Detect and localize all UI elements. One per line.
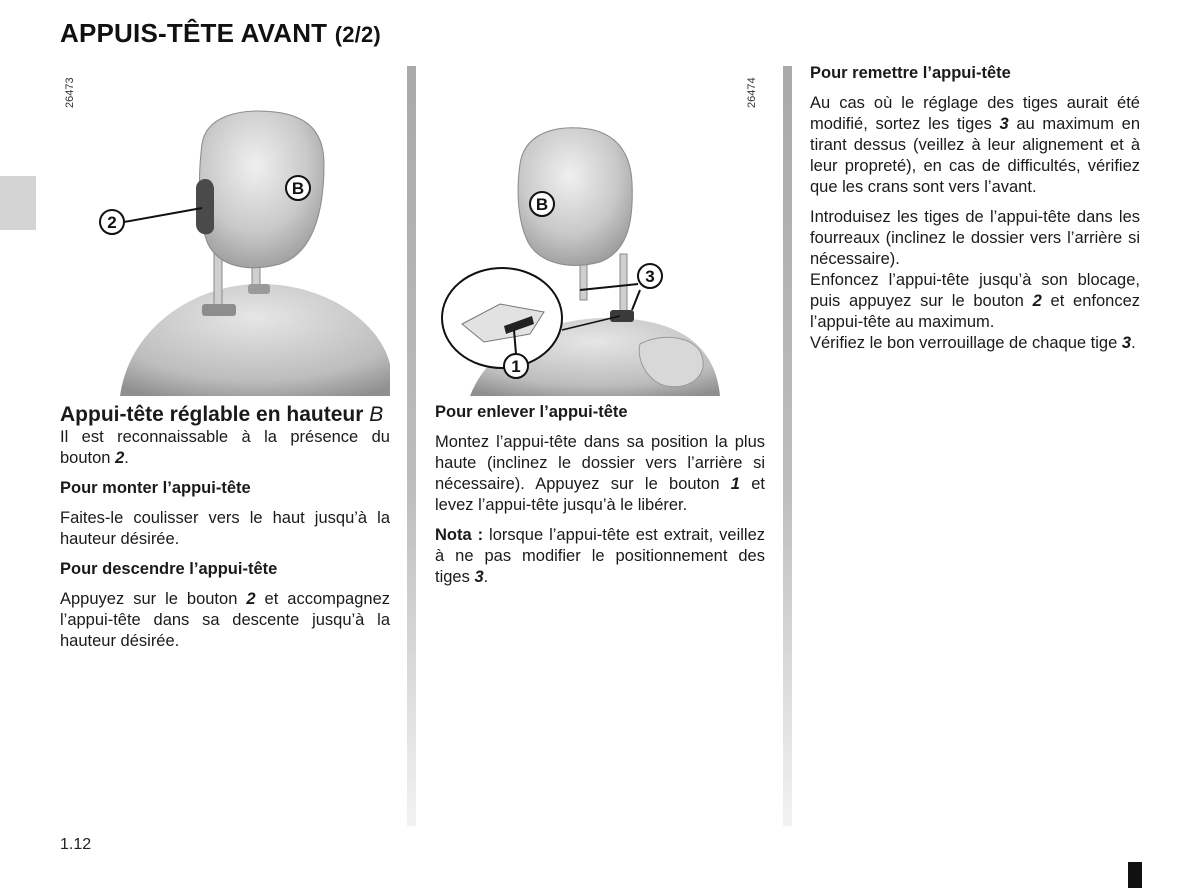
section-heading	[60, 403, 390, 427]
push-paragraph	[810, 270, 1140, 333]
lower-paragraph	[60, 589, 390, 652]
ref-3: 3	[474, 568, 484, 586]
page-title	[60, 18, 381, 49]
figure-headrest-removal	[440, 104, 770, 396]
ref-3: 3	[1121, 334, 1132, 352]
section-heading-text: Appui-tête réglable en hauteur	[60, 403, 370, 426]
raise-paragraph: Faites-le coulisser vers le haut jusqu’à la hauteur désirée.	[60, 509, 390, 548]
note-end: .	[483, 568, 489, 586]
figure-headrest-height	[90, 104, 390, 396]
heading-ref-b: B	[369, 403, 384, 426]
page-edge-marker	[1128, 862, 1142, 888]
note-text-a: lorsque l’appui-tête est extrait, veillez à ne pas modifier le positionnement des tiges	[435, 526, 766, 586]
intro-paragraph	[60, 427, 390, 469]
remove-text-b: et levez l’appui-tête jusqu’à le libérer.	[435, 475, 765, 514]
raise-title: Pour monter l’appui-tête	[60, 479, 251, 497]
insert-paragraph: Introduisez les tiges de l’appui-tête dans les fourreaux (inclinez le dossier vers l’arrière si nécessaire).	[810, 208, 1140, 268]
column-1	[60, 403, 390, 652]
note-paragraph	[435, 525, 765, 588]
section-side-tab	[0, 176, 36, 230]
remove-title: Pour enlever l’appui-tête	[435, 403, 628, 421]
refit-text-b: au maximum en tirant dessus (veillez à leur alignement et à leur propreté), en cas de difficultés, vérifiez que les crans sont vers l’avant.	[810, 115, 1140, 196]
refit-title: Pour remettre l’appui-tête	[810, 64, 1011, 82]
remove-text-a: Montez l’appui-tête dans sa position la plus haute (inclinez le dossier vers l’arrière si nécessaire). Appuyez sur le bouton	[435, 433, 765, 493]
refit-paragraph	[810, 93, 1140, 198]
callout-2: 2	[107, 213, 117, 232]
note-label: Nota :	[435, 526, 484, 544]
column-3	[810, 63, 1140, 354]
callout-b: B	[291, 179, 305, 198]
callout-1: 1	[511, 357, 521, 376]
remove-paragraph	[435, 432, 765, 516]
callout-3: 3	[645, 267, 655, 286]
push-text-a: Enfoncez l’appui-tête jusqu’à son blocage, puis appuyez sur le bouton	[810, 271, 1140, 310]
callout-b: B	[535, 195, 549, 214]
ref-3: 3	[999, 115, 1009, 133]
check-text-a: Vérifiez le bon verrouillage de chaque tige	[810, 334, 1122, 352]
ref-2: 2	[1032, 292, 1042, 310]
page-number: 1.12	[60, 836, 92, 853]
push-text-b: et enfoncez l’appui-tête au maximum.	[810, 292, 1140, 331]
figure-code: 26474	[746, 77, 758, 108]
intro-end: .	[124, 449, 129, 467]
lower-title: Pour descendre l’appui-tête	[60, 560, 278, 578]
ref-2: 2	[115, 449, 125, 467]
page-title-part: (2/2)	[334, 22, 381, 47]
page-title-text: APPUIS-TÊTE AVANT	[60, 18, 328, 48]
headrest-illustration	[90, 104, 390, 396]
column-divider	[407, 66, 416, 826]
column-2	[435, 402, 765, 588]
refit-text-a: Au cas où le réglage des tiges aurait été modifié, sortez les tiges	[810, 94, 1140, 133]
ref-2: 2	[246, 590, 256, 608]
column-divider	[783, 66, 792, 826]
headrest-removal-illustration	[440, 104, 770, 396]
check-end: .	[1131, 334, 1136, 352]
figure-code: 26473	[64, 77, 76, 108]
intro-text: Il est reconnaissable à la présence du bouton	[60, 428, 390, 467]
lower-text-a: Appuyez sur le bouton	[60, 590, 247, 608]
check-paragraph	[810, 333, 1140, 354]
lower-text-b: et accompagnez l’appui-tête dans sa descente jusqu’à la hauteur désirée.	[60, 590, 390, 650]
ref-1: 1	[730, 475, 740, 493]
